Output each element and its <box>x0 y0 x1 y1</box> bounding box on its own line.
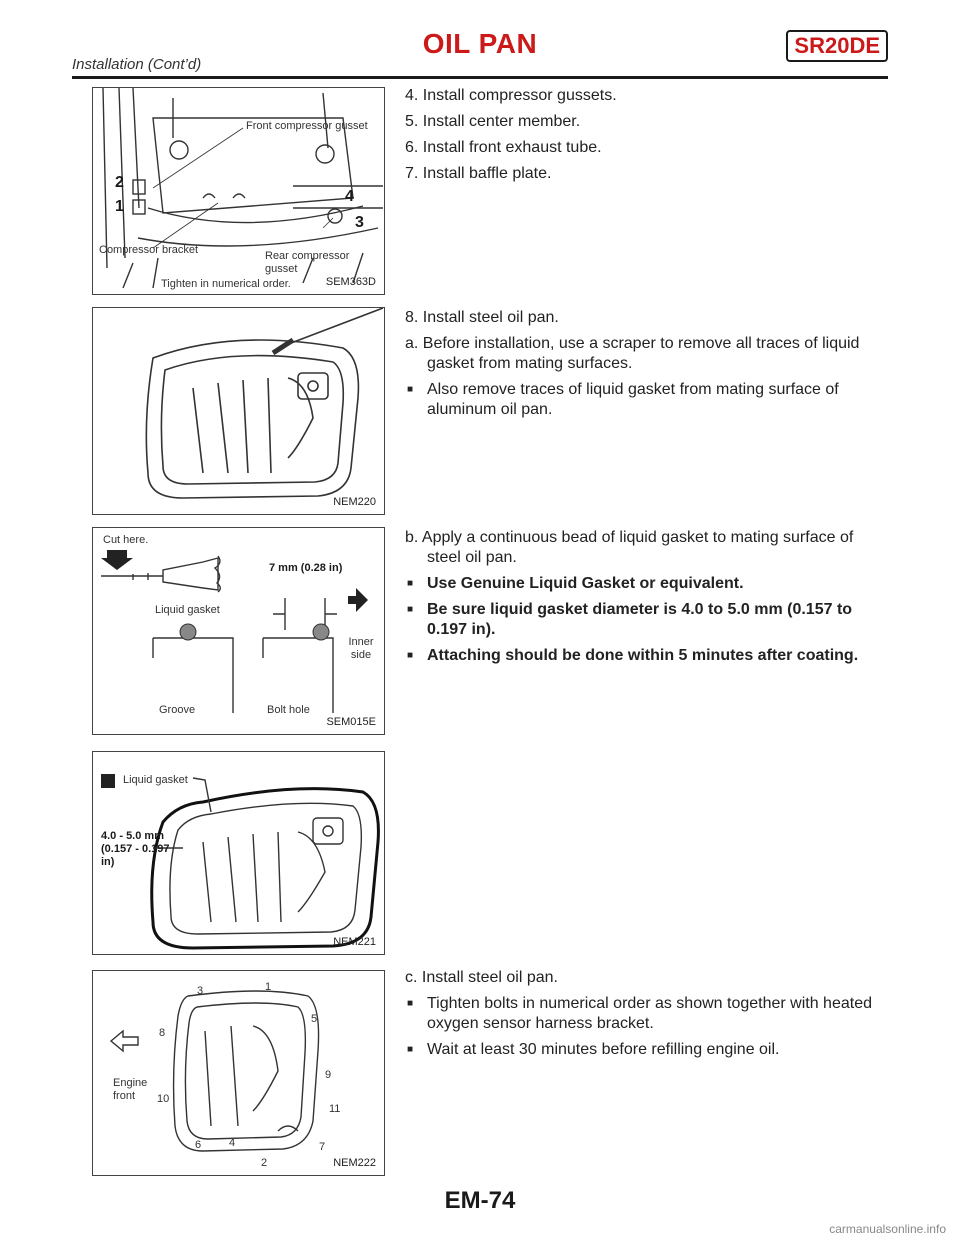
figure-gasket-applied <box>92 751 385 955</box>
step-8: 8. Install steel oil pan. <box>405 309 559 326</box>
label-tighten-order: Tighten in numerical order. <box>161 278 291 290</box>
bolt-number-9: 9 <box>325 1069 332 1081</box>
figure-code: NEM221 <box>333 936 376 948</box>
figure-code: SEM363D <box>325 276 376 288</box>
bolt-number-1: 1 <box>265 981 272 993</box>
step-7: 7. Install baffle plate. <box>405 165 552 182</box>
figure-code: SEM015E <box>326 716 376 728</box>
label-liquid-gasket: Liquid gasket <box>155 604 220 616</box>
bolt-number-11: 11 <box>329 1103 341 1115</box>
label-compressor-bracket: Compressor bracket <box>99 244 199 256</box>
figure-bolt-order <box>92 970 385 1176</box>
steps-section-1 <box>405 86 888 190</box>
figure-code: NEM222 <box>333 1157 376 1169</box>
page-title: OIL PAN <box>422 28 538 59</box>
bullet-remove-traces: ■ Also remove traces of liquid gasket from mating surface of aluminum oil pan. <box>405 380 888 420</box>
steps-section-2 <box>405 308 888 426</box>
label-inner-side: Inner side <box>348 636 374 661</box>
label-dimension: 7 mm (0.28 in) <box>269 562 343 574</box>
bolt-number-7: 7 <box>319 1141 326 1153</box>
label-rear-gusset: Rear compressor gusset <box>265 250 350 275</box>
oil-pan-scraper-illustration <box>93 308 385 515</box>
step-8a: a. Before installation, use a scraper to remove all traces of liquid gasket from mating surfaces. <box>405 335 860 372</box>
bolt-number-2: 2 <box>261 1157 268 1169</box>
label-bead-diameter: 4.0 - 5.0 mm (0.157 - 0.197 in) <box>101 830 170 868</box>
bolt-number-4: 4 <box>229 1137 236 1149</box>
steps-section-3 <box>405 528 888 672</box>
section-subtitle: Installation (Cont’d) <box>72 56 202 73</box>
arrow-left-icon <box>111 1031 138 1051</box>
bolt-number-3: 3 <box>355 214 364 231</box>
sealant-icon <box>101 774 115 788</box>
bolt-number-1: 1 <box>115 198 124 215</box>
step-8c: c. Install steel oil pan. <box>405 969 558 986</box>
bolt-number-2: 2 <box>115 174 124 191</box>
label-engine-front: Engine front <box>113 1077 148 1102</box>
page-number: EM-74 <box>444 1187 516 1214</box>
gasket-bead-illustration <box>93 528 385 735</box>
bullet-wait-refill: ■ Wait at least 30 minutes before refilling engine oil. <box>405 1040 888 1060</box>
step-4: 4. Install compressor gussets. <box>405 87 617 104</box>
bolt-number-8: 8 <box>159 1027 166 1039</box>
label-bolt-hole: Bolt hole <box>267 704 310 716</box>
bolt-number-10: 10 <box>157 1093 170 1105</box>
bolt-number-6: 6 <box>195 1139 202 1151</box>
label-groove: Groove <box>159 704 196 716</box>
bolt-number-4: 4 <box>345 188 354 205</box>
header-rule <box>72 76 888 79</box>
figure-code: NEM220 <box>333 496 376 508</box>
engine-badge: SR20DE <box>786 30 888 62</box>
bullet-tighten-bolts: ■ Tighten bolts in numerical order as shown together with heated oxygen sensor harness bracket. <box>405 994 888 1034</box>
step-6: 6. Install front exhaust tube. <box>405 139 602 156</box>
watermark: carmanualsonline.info <box>829 1222 946 1236</box>
oil-pan-bolt-order-illustration <box>93 971 385 1176</box>
bolt-number-3: 3 <box>197 985 204 997</box>
figure-compressor-gussets <box>92 87 385 295</box>
figure-gasket-bead <box>92 527 385 735</box>
step-8b: b. Apply a continuous bead of liquid gasket to mating surface of steel oil pan. <box>405 529 854 566</box>
step-5: 5. Install center member. <box>405 113 581 130</box>
label-front-gusset: Front compressor gusset <box>246 120 368 132</box>
label-liquid-gasket: Liquid gasket <box>123 774 188 786</box>
steps-section-4 <box>405 968 888 1066</box>
figure-scraper-removal <box>92 307 385 515</box>
bullet-genuine-gasket: ■ Use Genuine Liquid Gasket or equivalent. <box>405 574 888 594</box>
bullet-attach-time: ■ Attaching should be done within 5 minutes after coating. <box>405 646 888 666</box>
bullet-gasket-diameter: ■ Be sure liquid gasket diameter is 4.0 to 5.0 mm (0.157 to 0.197 in). <box>405 600 888 640</box>
label-cut-here: Cut here. <box>103 534 149 546</box>
bolt-number-5: 5 <box>311 1013 318 1025</box>
